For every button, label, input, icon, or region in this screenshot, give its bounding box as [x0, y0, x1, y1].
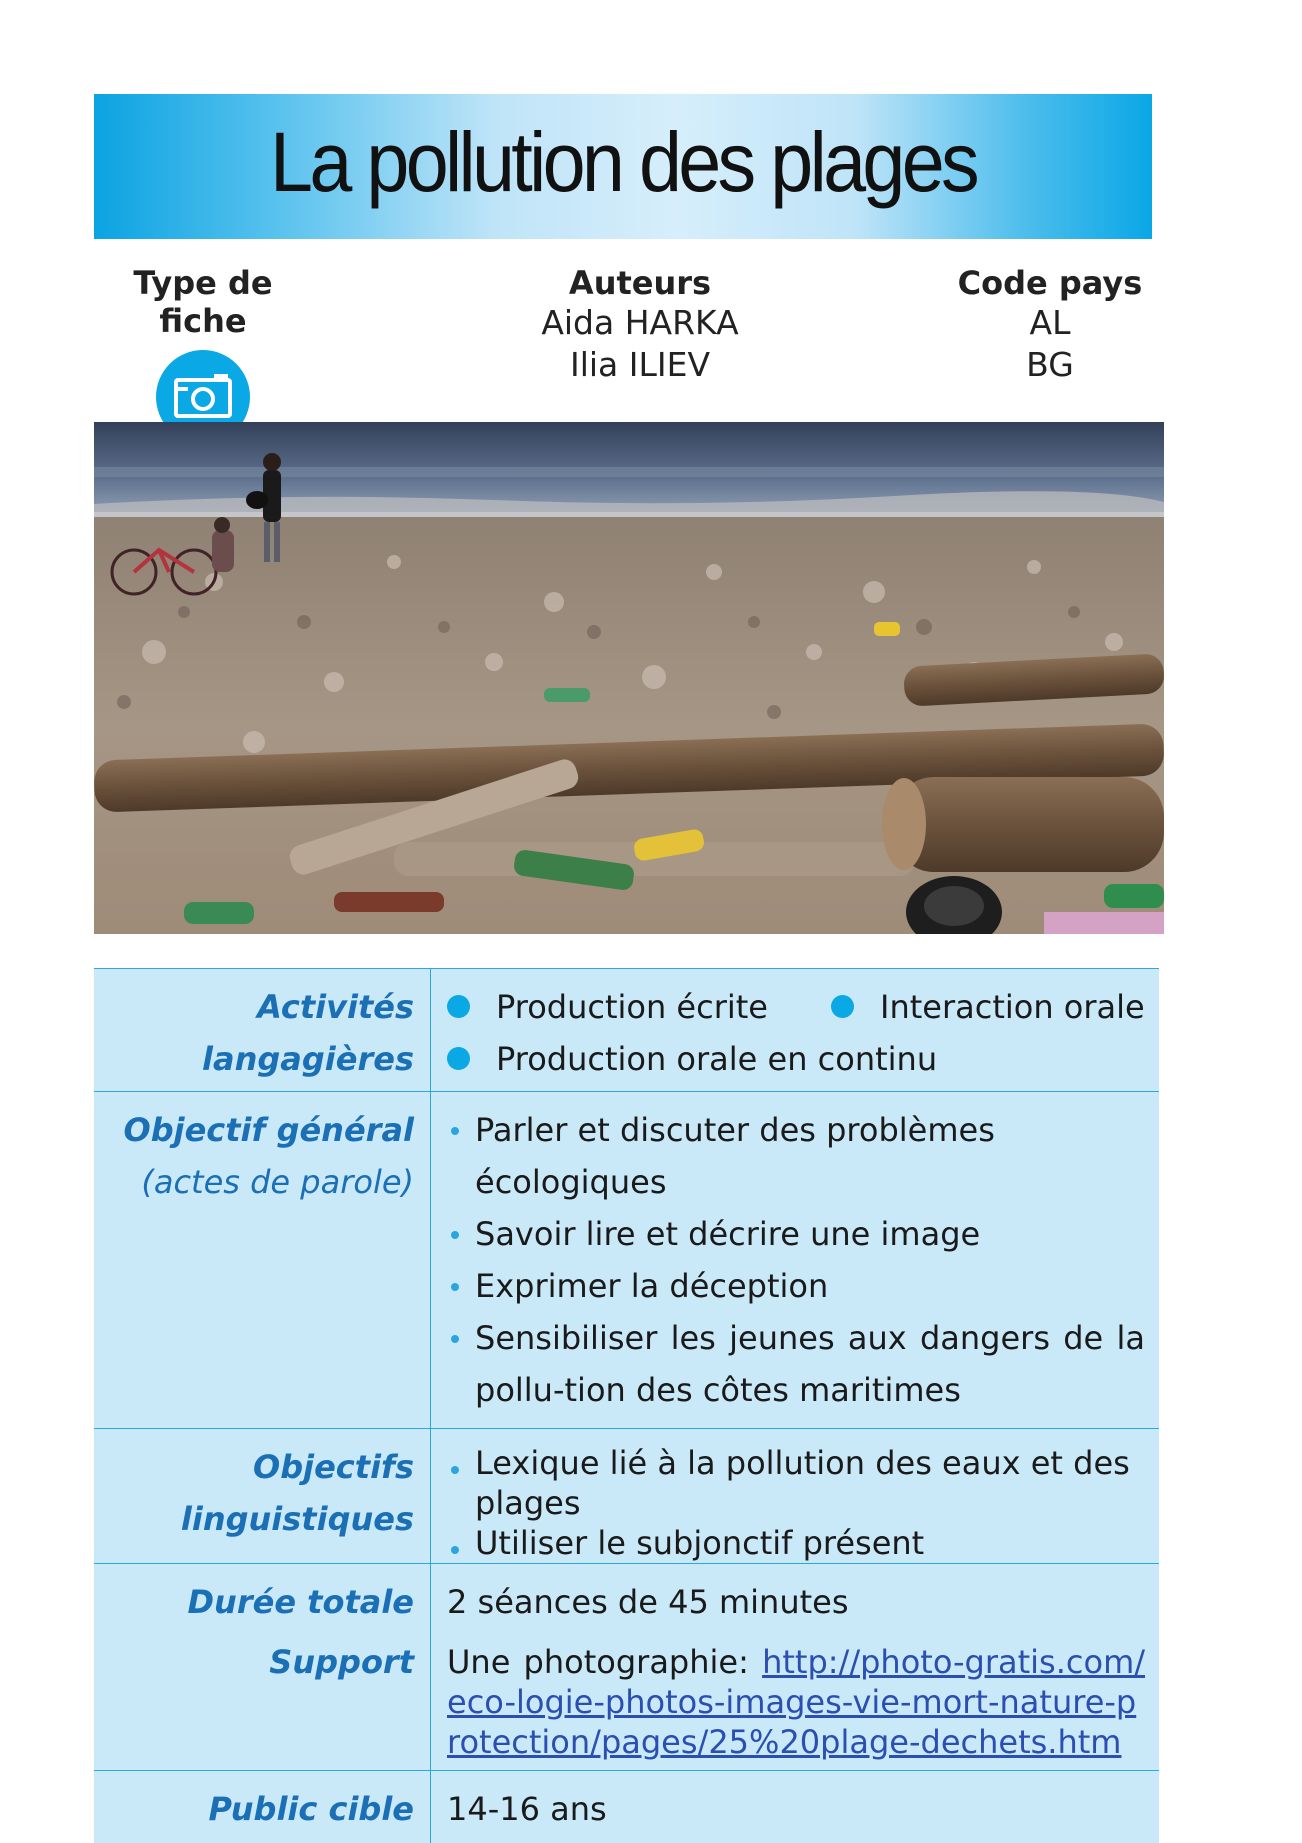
authors-label: Auteurs [500, 264, 780, 302]
code-1: AL [945, 302, 1155, 344]
objectifs-ling-line1: Objectifs [94, 1441, 414, 1493]
activites-line-2 [447, 1033, 1145, 1085]
support-link[interactable]: http://photo-gratis.com/eco-logie-photos-images-vie-mort-nature-protection/pages/25%20plage-dechets.htm [447, 1643, 1145, 1761]
bullet-dot-icon [831, 995, 854, 1018]
duree-support-label [94, 1564, 431, 1771]
code-2: BG [945, 344, 1155, 386]
support-prefix: Une photographie: [447, 1643, 749, 1681]
objectif-item: Savoir lire et décrire une image [447, 1208, 1145, 1260]
support-label: Support [94, 1636, 414, 1688]
author-1: Aida HARKA [500, 302, 780, 344]
bullet-dot-icon [447, 995, 470, 1018]
type-de-fiche [94, 264, 312, 444]
objectif-general-sublabel: (actes de parole) [94, 1156, 414, 1208]
objectif-item: Parler et discuter des problèmes écologiques [447, 1104, 1145, 1208]
objectif-general-title: Objectif général [94, 1104, 414, 1156]
row-public-cible [94, 1771, 1159, 1843]
activites-line-1 [447, 981, 1145, 1033]
row-activites [94, 969, 1159, 1092]
title-banner [94, 94, 1152, 239]
support-value [447, 1642, 1145, 1762]
activites-label-line1: Activités [94, 981, 414, 1033]
objectif-general-values [431, 1092, 1160, 1429]
objectifs-linguistiques-values [431, 1429, 1160, 1564]
bullet-dot-icon [447, 1047, 470, 1070]
author-2: Ilia ILIEV [500, 344, 780, 386]
objectif-ling-item: Utiliser le subjonctif présent [447, 1523, 1145, 1563]
duree-label: Durée totale [94, 1576, 414, 1628]
activites-values [431, 969, 1160, 1092]
objectif-ling-item: Lexique lié à la pollution des eaux et des plages [447, 1443, 1145, 1523]
activites-label [94, 969, 431, 1092]
beach-photo [94, 422, 1164, 934]
row-objectifs-linguistiques [94, 1429, 1159, 1564]
info-table [94, 968, 1159, 1843]
row-objectif-general [94, 1092, 1159, 1429]
duree-support-values [431, 1564, 1160, 1771]
objectif-item: Exprimer la déception [447, 1260, 1145, 1312]
duree-value: 2 séances de 45 minutes [447, 1576, 1145, 1628]
type-label: Type de fiche [94, 264, 312, 340]
activite-item-wrapper [831, 981, 1145, 1033]
public-cible-label: Public cible [94, 1771, 431, 1843]
objectifs-linguistiques-label [94, 1429, 431, 1564]
auteurs [500, 264, 780, 386]
objectif-item: Sensibiliser les jeunes aux dangers de la pollu-tion des côtes maritimes [447, 1312, 1145, 1416]
objectifs-ling-line2: linguistiques [94, 1493, 414, 1545]
activite-item: Production écrite [496, 988, 768, 1026]
public-cible-value: 14-16 ans [431, 1771, 1160, 1843]
code-label: Code pays [945, 264, 1155, 302]
objectif-general-label [94, 1092, 431, 1429]
activite-item: Production orale en continu [496, 1040, 937, 1078]
code-pays [945, 264, 1155, 386]
row-duree-support [94, 1564, 1159, 1771]
page-title: La pollution des plages [136, 114, 1109, 211]
activite-item: Interaction orale [880, 988, 1145, 1026]
activites-label-line2: langagières [94, 1033, 414, 1085]
